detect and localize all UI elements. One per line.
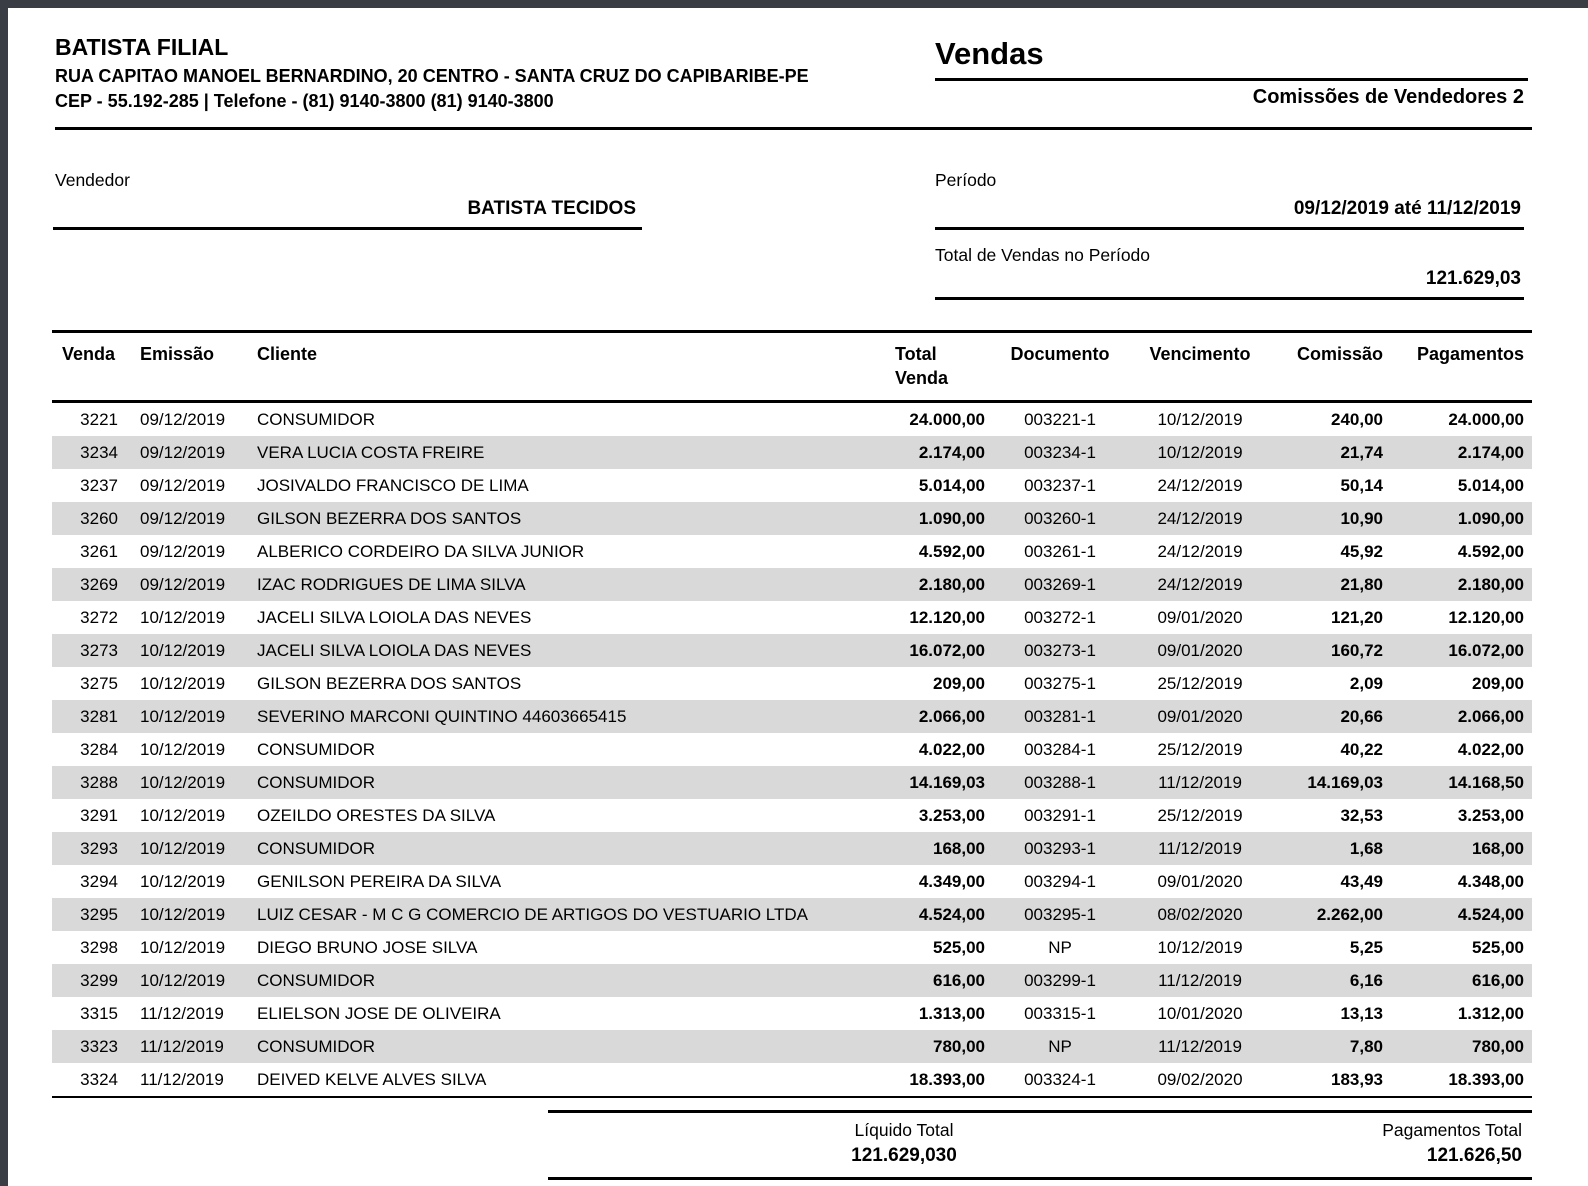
cell-cliente: CONSUMIDOR <box>257 838 376 858</box>
cell-cliente: DIEGO BRUNO JOSE SILVA <box>257 937 478 957</box>
cell-total-venda: 2.174,00 <box>918 442 985 462</box>
cell-total-venda: 1.090,00 <box>918 508 985 528</box>
cell-documento: 003273-1 <box>1024 640 1096 660</box>
cell-pagamentos: 616,00 <box>1472 970 1524 990</box>
cell-comissao: 6,16 <box>1349 970 1383 990</box>
cell-venda: 3273 <box>80 640 118 660</box>
cell-vencimento: 24/12/2019 <box>1157 508 1243 528</box>
cell-total-venda: 525,00 <box>933 937 985 957</box>
cell-comissao: 14.169,03 <box>1307 772 1383 792</box>
cell-pagamentos: 3.253,00 <box>1457 805 1524 825</box>
cell-venda: 3299 <box>80 970 118 990</box>
table-row <box>52 799 1532 832</box>
cell-vencimento: 11/12/2019 <box>1158 970 1242 990</box>
table-row <box>52 634 1532 667</box>
cell-venda: 3275 <box>80 673 118 693</box>
cell-pagamentos: 1.090,00 <box>1457 508 1524 528</box>
col-header-comissao: Comissão <box>1296 344 1383 364</box>
cell-cliente: CONSUMIDOR <box>257 772 376 792</box>
cell-emissao: 09/12/2019 <box>140 541 226 561</box>
cell-vencimento: 09/01/2020 <box>1157 871 1243 891</box>
cell-vencimento: 11/12/2019 <box>1158 1036 1242 1056</box>
table-row <box>52 733 1532 766</box>
cell-documento: NP <box>1048 937 1072 957</box>
pagamentos-total-block <box>1260 1118 1532 1168</box>
col-header-pagamentos: Pagamentos <box>1416 344 1524 364</box>
cell-total-venda: 2.180,00 <box>918 574 985 594</box>
cell-total-venda: 4.524,00 <box>918 904 985 924</box>
cell-venda: 3295 <box>80 904 118 924</box>
cell-cliente: CONSUMIDOR <box>257 739 376 759</box>
cell-documento: 003261-1 <box>1024 541 1096 561</box>
cell-documento: 003269-1 <box>1024 574 1096 594</box>
cell-total-venda: 18.393,00 <box>909 1069 985 1089</box>
cell-comissao: 40,22 <box>1340 739 1383 759</box>
cell-total-venda: 2.066,00 <box>918 706 985 726</box>
cell-pagamentos: 16.072,00 <box>1448 640 1524 660</box>
cell-emissao: 10/12/2019 <box>140 772 226 792</box>
pagamentos-total-value: 121.626,50 <box>1426 1145 1522 1166</box>
cell-vencimento: 25/12/2019 <box>1157 739 1243 759</box>
periodo-value: 09/12/2019 até 11/12/2019 <box>1293 198 1521 219</box>
cell-documento: 003275-1 <box>1024 673 1096 693</box>
cell-comissao: 121,20 <box>1331 607 1383 627</box>
cell-cliente: ELIELSON JOSE DE OLIVEIRA <box>257 1003 501 1023</box>
table-row <box>52 700 1532 733</box>
cell-comissao: 32,53 <box>1340 805 1383 825</box>
cell-emissao: 10/12/2019 <box>140 937 226 957</box>
cell-pagamentos: 209,00 <box>1472 673 1524 693</box>
cell-total-venda: 14.169,03 <box>909 772 985 792</box>
cell-vencimento: 08/02/2020 <box>1157 904 1243 924</box>
pagamentos-total-label: Pagamentos Total <box>1382 1120 1522 1140</box>
periodo-underline <box>935 227 1524 230</box>
company-name: BATISTA FILIAL <box>55 34 229 60</box>
cell-documento: 003284-1 <box>1024 739 1096 759</box>
cell-total-venda: 16.072,00 <box>909 640 985 660</box>
cell-venda: 3298 <box>80 937 118 957</box>
cell-cliente: SEVERINO MARCONI QUINTINO 44603665415 <box>257 706 627 726</box>
cell-venda: 3294 <box>80 871 118 891</box>
table-row <box>52 469 1532 502</box>
cell-total-venda: 24.000,00 <box>909 409 985 429</box>
cell-cliente: IZAC RODRIGUES DE LIMA SILVA <box>257 574 526 594</box>
report-title-underline <box>935 78 1528 81</box>
table-row <box>52 898 1532 931</box>
cell-emissao: 09/12/2019 <box>140 442 226 462</box>
cell-comissao: 21,74 <box>1340 442 1383 462</box>
cell-venda: 3324 <box>80 1069 118 1089</box>
cell-vencimento: 09/01/2020 <box>1157 640 1243 660</box>
cell-total-venda: 209,00 <box>933 673 985 693</box>
cell-emissao: 09/12/2019 <box>140 475 226 495</box>
table-row <box>52 1063 1532 1097</box>
cell-documento: NP <box>1048 1036 1072 1056</box>
cell-pagamentos: 780,00 <box>1472 1036 1524 1056</box>
cell-emissao: 09/12/2019 <box>140 574 226 594</box>
table-row <box>52 535 1532 568</box>
cell-comissao: 43,49 <box>1340 871 1383 891</box>
cell-emissao: 10/12/2019 <box>140 871 226 891</box>
cell-documento: 003324-1 <box>1024 1069 1096 1089</box>
vendedor-underline <box>53 227 642 230</box>
cell-emissao: 09/12/2019 <box>140 508 226 528</box>
cell-cliente: OZEILDO ORESTES DA SILVA <box>257 805 496 825</box>
cell-pagamentos: 24.000,00 <box>1448 409 1524 429</box>
col-header-total-venda-line2: Venda <box>895 368 949 388</box>
total-vendas-label: Total de Vendas no Período <box>935 245 1151 265</box>
cell-documento: 003293-1 <box>1024 838 1096 858</box>
cell-cliente: JACELI SILVA LOIOLA DAS NEVES <box>257 607 532 627</box>
cell-documento: 003315-1 <box>1024 1003 1096 1023</box>
liquido-total-value: 121.629,030 <box>851 1145 957 1166</box>
liquido-total-block <box>548 1118 1260 1168</box>
cell-cliente: DEIVED KELVE ALVES SILVA <box>257 1069 487 1089</box>
company-contact: CEP - 55.192-285 | Telefone - (81) 9140-3800 (81) 9140-3800 <box>55 91 554 111</box>
company-address: RUA CAPITAO MANOEL BERNARDINO, 20 CENTRO - SANTA CRUZ DO CAPIBARIBE-PE <box>55 66 809 86</box>
cell-pagamentos: 2.180,00 <box>1457 574 1524 594</box>
table-row <box>52 601 1532 634</box>
cell-documento: 003260-1 <box>1024 508 1096 528</box>
total-vendas-value: 121.629,03 <box>1425 268 1521 289</box>
col-header-total-venda <box>875 332 990 402</box>
cell-comissao: 13,13 <box>1340 1003 1383 1023</box>
cell-venda: 3323 <box>80 1036 118 1056</box>
cell-pagamentos: 1.312,00 <box>1457 1003 1524 1023</box>
cell-vencimento: 09/01/2020 <box>1157 706 1243 726</box>
cell-vencimento: 10/12/2019 <box>1157 409 1243 429</box>
cell-venda: 3284 <box>80 739 118 759</box>
cell-documento: 003221-1 <box>1024 409 1096 429</box>
cell-pagamentos: 2.066,00 <box>1457 706 1524 726</box>
cell-documento: 003234-1 <box>1024 442 1096 462</box>
cell-cliente: GENILSON PEREIRA DA SILVA <box>257 871 502 891</box>
table-row <box>52 832 1532 865</box>
vendedor-value: BATISTA TECIDOS <box>467 198 636 219</box>
cell-emissao: 10/12/2019 <box>140 640 226 660</box>
col-header-emissao: Emissão <box>140 344 215 364</box>
table-row <box>52 502 1532 535</box>
table-row <box>52 766 1532 799</box>
sales-table <box>52 330 1532 1098</box>
cell-total-venda: 168,00 <box>933 838 985 858</box>
cell-pagamentos: 168,00 <box>1472 838 1524 858</box>
cell-vencimento: 25/12/2019 <box>1157 673 1243 693</box>
cell-pagamentos: 4.524,00 <box>1457 904 1524 924</box>
periodo-label: Período <box>935 170 997 190</box>
cell-cliente: JOSIVALDO FRANCISCO DE LIMA <box>257 475 529 495</box>
cell-venda: 3291 <box>80 805 118 825</box>
col-header-documento: Documento <box>1010 344 1110 364</box>
col-header-venda: Venda <box>62 344 116 364</box>
table-row <box>52 931 1532 964</box>
cell-venda: 3237 <box>80 475 118 495</box>
cell-comissao: 21,80 <box>1340 574 1383 594</box>
col-header-total-venda-line1: Total <box>895 344 937 364</box>
cell-emissao: 10/12/2019 <box>140 607 226 627</box>
cell-total-venda: 12.120,00 <box>909 607 985 627</box>
cell-pagamentos: 2.174,00 <box>1457 442 1524 462</box>
vendedor-label: Vendedor <box>55 170 130 190</box>
cell-pagamentos: 5.014,00 <box>1457 475 1524 495</box>
cell-vencimento: 11/12/2019 <box>1158 772 1242 792</box>
cell-emissao: 10/12/2019 <box>140 838 226 858</box>
cell-vencimento: 10/12/2019 <box>1157 442 1243 462</box>
cell-emissao: 09/12/2019 <box>140 409 226 429</box>
cell-cliente: CONSUMIDOR <box>257 1036 376 1056</box>
cell-total-venda: 3.253,00 <box>918 805 985 825</box>
cell-comissao: 160,72 <box>1331 640 1383 660</box>
cell-comissao: 5,25 <box>1349 937 1383 957</box>
table-row <box>52 568 1532 601</box>
liquido-total-label: Líquido Total <box>854 1120 954 1140</box>
cell-vencimento: 24/12/2019 <box>1157 574 1243 594</box>
cell-cliente: GILSON BEZERRA DOS SANTOS <box>257 673 522 693</box>
cell-venda: 3221 <box>80 409 118 429</box>
cell-vencimento: 25/12/2019 <box>1157 805 1243 825</box>
cell-cliente: JACELI SILVA LOIOLA DAS NEVES <box>257 640 532 660</box>
table-row <box>52 402 1532 437</box>
cell-cliente: VERA LUCIA COSTA FREIRE <box>257 442 485 462</box>
cell-total-venda: 4.349,00 <box>918 871 985 891</box>
cell-documento: 003295-1 <box>1024 904 1096 924</box>
cell-emissao: 11/12/2019 <box>140 1036 224 1056</box>
cell-pagamentos: 4.348,00 <box>1457 871 1524 891</box>
cell-total-venda: 616,00 <box>933 970 985 990</box>
cell-vencimento: 24/12/2019 <box>1157 475 1243 495</box>
cell-pagamentos: 12.120,00 <box>1448 607 1524 627</box>
cell-documento: 003299-1 <box>1024 970 1096 990</box>
cell-venda: 3288 <box>80 772 118 792</box>
total-vendas-underline <box>935 297 1524 300</box>
cell-documento: 003272-1 <box>1024 607 1096 627</box>
cell-total-venda: 5.014,00 <box>918 475 985 495</box>
cell-emissao: 11/12/2019 <box>140 1069 224 1089</box>
col-header-vencimento: Vencimento <box>1149 344 1251 364</box>
cell-venda: 3269 <box>80 574 118 594</box>
cell-venda: 3234 <box>80 442 118 462</box>
table-row <box>52 667 1532 700</box>
cell-total-venda: 780,00 <box>933 1036 985 1056</box>
cell-pagamentos: 525,00 <box>1472 937 1524 957</box>
table-row <box>52 865 1532 898</box>
table-row <box>52 997 1532 1030</box>
cell-pagamentos: 4.022,00 <box>1457 739 1524 759</box>
cell-comissao: 10,90 <box>1340 508 1383 528</box>
cell-documento: 003294-1 <box>1024 871 1096 891</box>
cell-venda: 3272 <box>80 607 118 627</box>
cell-documento: 003281-1 <box>1024 706 1096 726</box>
cell-documento: 003288-1 <box>1024 772 1096 792</box>
cell-comissao: 2,09 <box>1349 673 1383 693</box>
cell-cliente: LUIZ CESAR - M C G COMERCIO DE ARTIGOS DO VESTUARIO LTDA <box>257 904 808 924</box>
cell-vencimento: 10/12/2019 <box>1157 937 1243 957</box>
cell-total-venda: 4.022,00 <box>918 739 985 759</box>
cell-cliente: GILSON BEZERRA DOS SANTOS <box>257 508 522 528</box>
header-divider <box>55 127 1532 130</box>
cell-vencimento: 09/02/2020 <box>1157 1069 1243 1089</box>
cell-comissao: 2.262,00 <box>1316 904 1383 924</box>
cell-total-venda: 1.313,00 <box>918 1003 985 1023</box>
cell-vencimento: 10/01/2020 <box>1157 1003 1243 1023</box>
cell-venda: 3281 <box>80 706 118 726</box>
totals-footer <box>548 1110 1532 1180</box>
cell-emissao: 10/12/2019 <box>140 739 226 759</box>
cell-vencimento: 11/12/2019 <box>1158 838 1242 858</box>
cell-emissao: 10/12/2019 <box>140 805 226 825</box>
cell-vencimento: 09/01/2020 <box>1157 607 1243 627</box>
cell-venda: 3260 <box>80 508 118 528</box>
report-subtitle: Comissões de Vendedores 2 <box>1252 86 1524 108</box>
cell-documento: 003291-1 <box>1024 805 1096 825</box>
cell-comissao: 240,00 <box>1331 409 1383 429</box>
cell-cliente: CONSUMIDOR <box>257 970 376 990</box>
table-row <box>52 436 1532 469</box>
cell-cliente: ALBERICO CORDEIRO DA SILVA JUNIOR <box>257 541 585 561</box>
col-header-cliente: Cliente <box>257 344 318 364</box>
cell-venda: 3315 <box>80 1003 118 1023</box>
cell-comissao: 1,68 <box>1349 838 1383 858</box>
cell-vencimento: 24/12/2019 <box>1157 541 1243 561</box>
cell-cliente: CONSUMIDOR <box>257 409 376 429</box>
cell-comissao: 20,66 <box>1340 706 1383 726</box>
cell-emissao: 10/12/2019 <box>140 904 226 924</box>
sales-table-body <box>52 402 1532 1098</box>
cell-venda: 3261 <box>80 541 118 561</box>
cell-comissao: 50,14 <box>1340 475 1383 495</box>
cell-pagamentos: 14.168,50 <box>1448 772 1524 792</box>
cell-pagamentos: 18.393,00 <box>1448 1069 1524 1089</box>
cell-pagamentos: 4.592,00 <box>1457 541 1524 561</box>
report-title: Vendas <box>935 36 1044 71</box>
cell-comissao: 183,93 <box>1331 1069 1383 1089</box>
cell-emissao: 10/12/2019 <box>140 706 226 726</box>
table-row <box>52 964 1532 997</box>
table-row <box>52 1030 1532 1063</box>
sales-table-header <box>52 332 1532 402</box>
cell-documento: 003237-1 <box>1024 475 1096 495</box>
cell-comissao: 7,80 <box>1349 1036 1383 1056</box>
cell-emissao: 11/12/2019 <box>140 1003 224 1023</box>
cell-total-venda: 4.592,00 <box>918 541 985 561</box>
cell-comissao: 45,92 <box>1340 541 1383 561</box>
cell-emissao: 10/12/2019 <box>140 970 226 990</box>
cell-venda: 3293 <box>80 838 118 858</box>
cell-emissao: 10/12/2019 <box>140 673 226 693</box>
